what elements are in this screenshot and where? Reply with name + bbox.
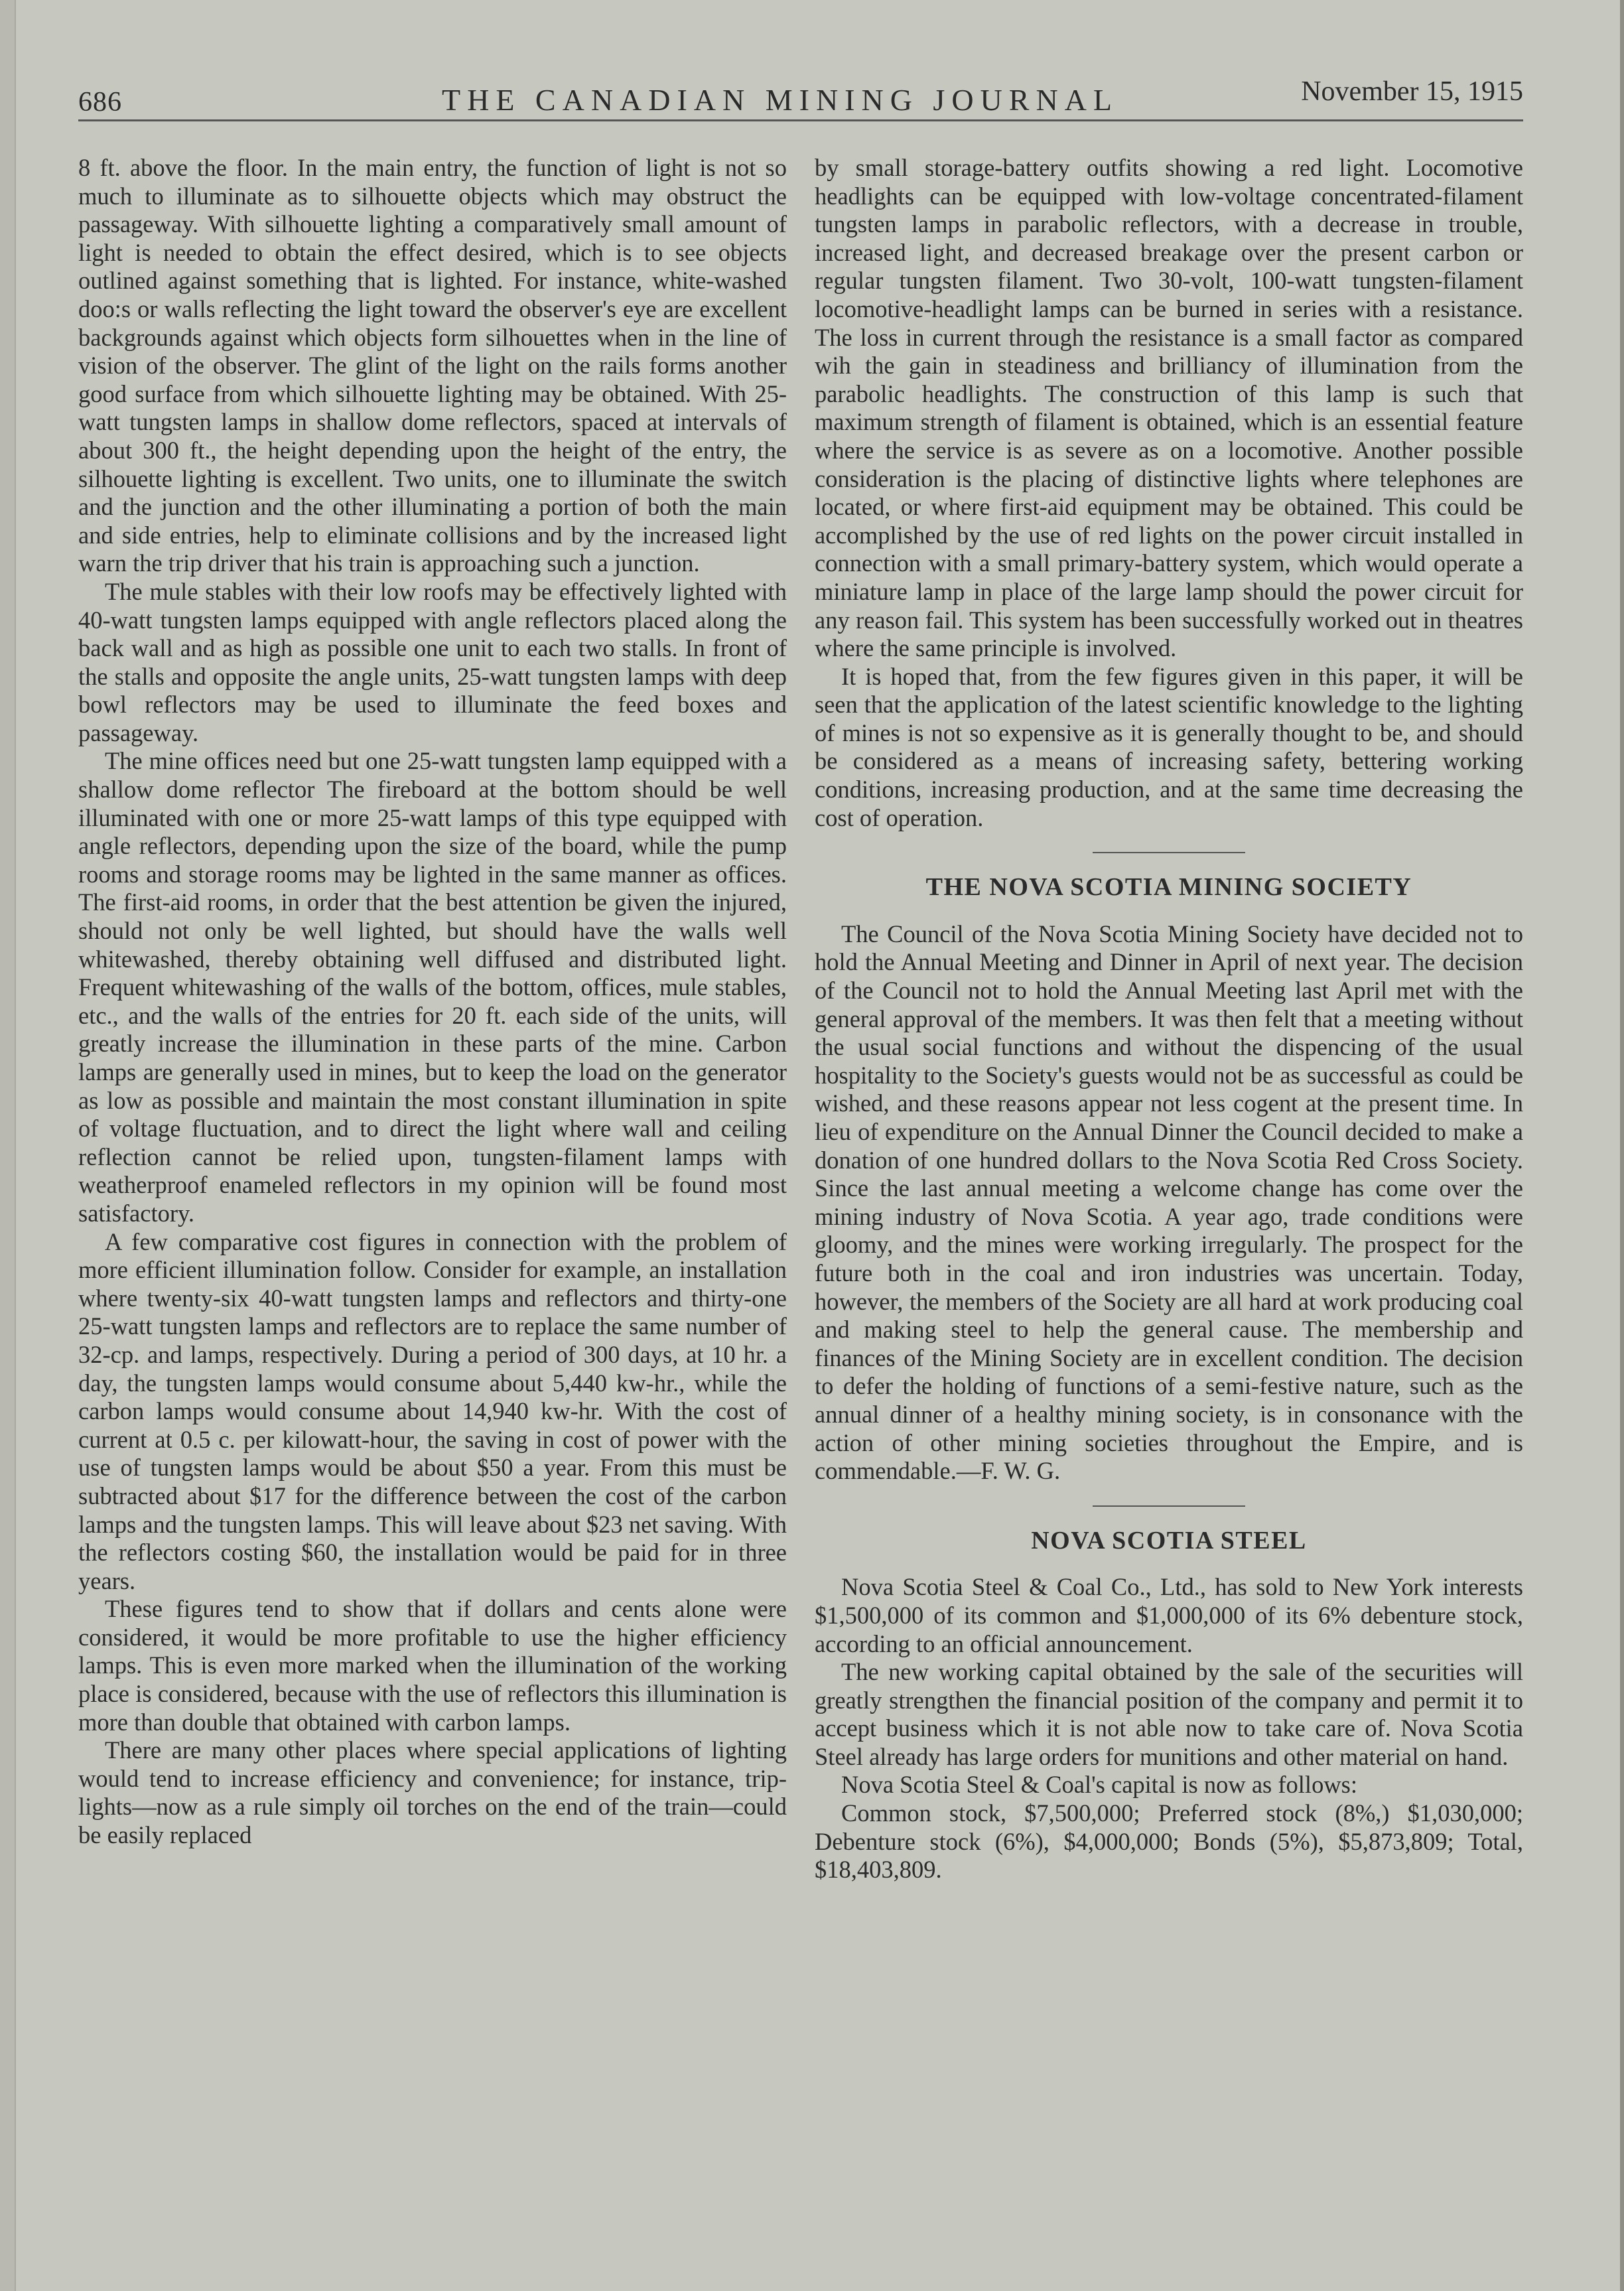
paragraph-headlights: by small storage-battery outfits showing a red light. Locomotive headlights can be equipped with low-voltage concentrated-filament tungsten lamps in parabolic reflectors, with a decrease in trouble, increased light, and decreased breakage over the present carbon or regular tungsten filament. Two 30-volt, 100-watt tungsten-filament locomotive-headlight lamps can be burned in series with a resistance. The loss in current through the resistance is a small factor as compared wih the gain in steadiness and brilliancy of illumination from the parabolic headlights. The construction of this lamp is such that maximum strength of filament is obtained, which is an essential feature where the service is as severe as on a locomotive. Another possible consideration is the placing of distinctive lights where telephones are located, or where first-aid equipment may be obtained. This could be accomplished by the use of red lights on the power circuit installed in connection with a small primary-battery system, which would operate a miniature lamp in place of the large lamp should the power circuit for any reason fail. This system has been successfully worked out in theatres where the same principle is involved. (815, 154, 1523, 662)
page-number: 686 (78, 87, 122, 117)
paragraph-lighting-entry: 8 ft. above the floor. In the main entry, the function of light is not so much to illuminate as to silhouette objects which may obstruct the passageway. With silhouette lighting a comparatively small amount of light is needed to obtain the effect desired, which is to see objects outlined against something that is lighted. For instance, white-washed doo:s or walls reflecting the light toward the observer's eye are excellent backgrounds against which objects form silhouettes when in the line of vision of the observer. The glint of the light on the rails forms another good surface from which silhouette lighting may be obtained. With 25-watt tungsten lamps in shallow dome reflectors, spaced at intervals of about 300 ft., the height depending upon the height of the entry, the silhouette lighting is excellent. Two units, one to illuminate the switch and the junction and the other illuminating a portion of both the main and side entries, help to eliminate collisions and by the increased light warn the trip driver that his train is approaching such a junction. (78, 154, 787, 577)
section-divider (1093, 852, 1245, 853)
page-header (78, 73, 1523, 121)
page-right-edge (1620, 0, 1624, 2291)
page-binding-edge (0, 0, 16, 2291)
header-rule (78, 119, 1523, 121)
paragraph-special-applications: There are many other places where special applications of lighting would tend to increase efficiency and convenience; for instance, trip-lights—now as a rule simply oil torches on the end of the train—could be easily replaced (78, 1736, 787, 1849)
left-column (78, 154, 787, 2251)
paragraph-capital-breakdown: Common stock, $7,500,000; Preferred stock (8%,) $1,030,000; Debenture stock (6%), $4,000,000; Bonds (5%), $5,873,809; Total, $18,403,809. (815, 1799, 1523, 1884)
right-column (815, 154, 1523, 2251)
paragraph-conclusion: It is hoped that, from the few figures given in this paper, it will be seen that the application of the latest scientific knowledge to the lighting of mines is not so expensive as it is generally thought to be, and should be considered as a means of increasing safety, bettering working conditions, increasing production, and at the same time decreasing the cost of operation. (815, 662, 1523, 831)
paragraph-mine-offices: The mine offices need but one 25-watt tungsten lamp equipped with a shallow dome reflector The fireboard at the bottom should be well illuminated with one or more 25-watt lamps of this type equipped with angle reflectors, depending upon the size of the board, while the pump rooms and storage rooms may be lighted in the same manner as offices. The first-aid rooms, in order that the best attention be given the injured, should not only be well lighted, but should have the walls well whitewashed, thereby obtaining well diffused and distributed light. Frequent whitewashing of the walls of the bottom, offices, mule stables, etc., and the walls of the entries for 20 ft. each side of the units, will greatly increase the illumination in these parts of the mine. Carbon lamps are generally used in mines, but to keep the load on the generator as low as possible and maintain the most constant illumination in spite of voltage fluctuation, and to direct the light where wall and ceiling reflection cannot be relied upon, tungsten-filament lamps with weatherproof enameled reflectors in my opinion will be found most satisfactory. (78, 747, 787, 1227)
journal-title: THE CANADIAN MINING JOURNAL (442, 83, 1118, 117)
section-heading-mining-society: THE NOVA SCOTIA MINING SOCIETY (925, 873, 1412, 902)
paragraph-cost-figures: A few comparative cost figures in connection with the problem of more efficient illumination follow. Consider for example, an installation where twenty-six 40-watt tungsten lamps and reflectors and thirty-one 25-watt tungsten lamps and reflectors are to replace the same number of 32-cp. and lamps, respectively. During a period of 300 days, at 10 hr. a day, the tungsten lamps would consume about 5,440 kw-hr., while the carbon lamps would consume about 14,940 kw-hr. With the cost of current at 0.5 c. per kilowatt-hour, the saving in cost of power with the use of tungsten lamps would be about $50 a year. From this must be subtracted about $17 for the difference between the cost of the carbon lamps and the tungsten lamps. This will leave about $23 net saving. With the reflectors costing $60, the installation would be paid for in three years. (78, 1227, 787, 1594)
section-divider (1093, 1505, 1245, 1507)
section-heading-nova-scotia-steel: NOVA SCOTIA STEEL (1031, 1526, 1307, 1555)
paragraph-mining-society: The Council of the Nova Scotia Mining Society have decided not to hold the Annual Meeting and Dinner in April of next year. The decision of the Council not to hold the Annual Meeting last April met with the general approval of the members. It was then felt that a meeting without the usual social functions and without the dispencing of the usual hospitality to the Society's guests would not be as successful as could be wished, and these reasons appear not less cogent at the present time. In lieu of expenditure on the Annual Dinner the Council decided to make a donation of one hundred dollars to the Nova Scotia Red Cross Society. Since the last annual meeting a welcome change has come over the mining industry of Nova Scotia. A year ago, trade conditions were gloomy, and the mines were working irregularly. The prospect for the future both in the coal and iron industries was uncertain. Today, however, the members of the Society are all hard at work producing coal and making steel to help the general cause. The membership and finances of the Mining Society are in excellent condition. The decision to defer the holding of functions of a semi-festive nature, such as the annual dinner of a healthy mining society, is in consonance with the action of other mining societies throughout the Empire, and is commendable.—F. W. G. (815, 920, 1523, 1485)
paragraph-working-capital: The new working capital obtained by the sale of the securities will greatly strengthen the financial position of the company and permit it to accept business which it is not able now to take care of. Nova Scotia Steel already has large orders for munitions and other material on hand. (815, 1658, 1523, 1770)
paragraph-capital-intro: Nova Scotia Steel & Coal's capital is now as follows: (841, 1771, 1358, 1799)
paragraph-steel-sale: Nova Scotia Steel & Coal Co., Ltd., has sold to New York interests $1,500,000 of its common and $1,000,000 of its 6% debenture stock, according to an official announcement. (815, 1573, 1523, 1657)
paragraph-efficiency: These figures tend to show that if dollars and cents alone were considered, it would be more profitable to use the higher efficiency lamps. This is even more marked when the illumination of the working place is considered, because with the use of reflectors this illumination is more than double that obtained with carbon lamps. (78, 1595, 787, 1736)
paragraph-mule-stables: The mule stables with their low roofs may be effectively lighted with 40-watt tungsten lamps equipped with angle reflectors placed along the back wall and as high as possible one unit to each two stalls. In front of the stalls and opposite the angle units, 25-watt tungsten lamps with deep bowl reflectors may be used to illuminate the feed boxes and passageway. (78, 577, 787, 746)
issue-date: November 15, 1915 (1301, 76, 1523, 107)
